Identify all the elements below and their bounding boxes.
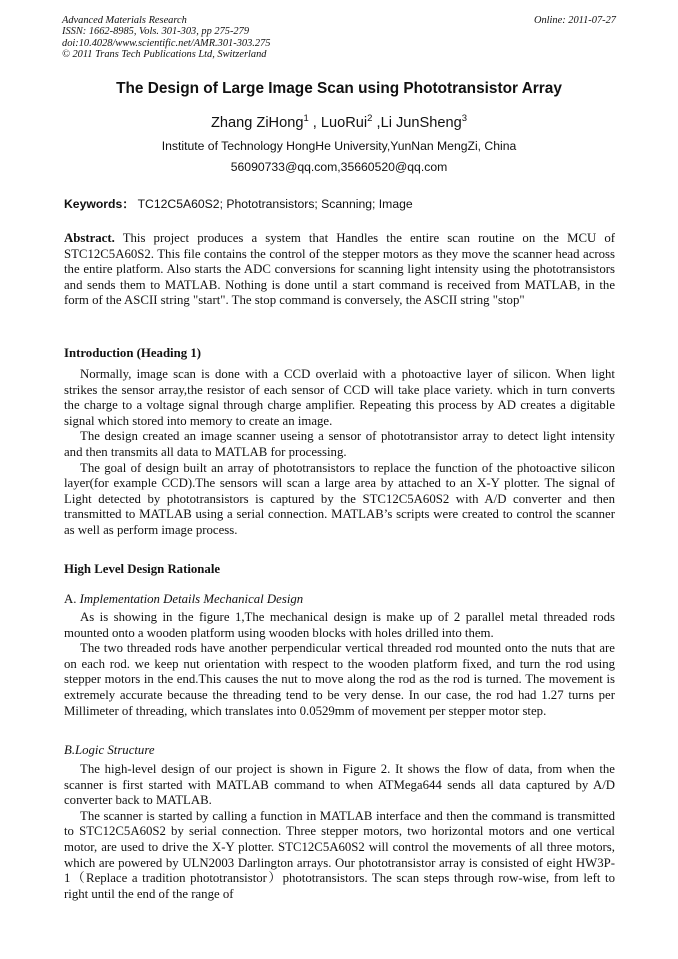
online-date: Online: 2011-07-27 (533, 15, 616, 26)
mechanical-design-body (64, 610, 615, 719)
subsection-title: B.Logic Structure (64, 743, 155, 757)
abstract (64, 231, 615, 309)
subsection-title: Implementation Details Mechanical Design (79, 592, 304, 606)
subsection-heading-b (64, 743, 155, 758)
author-separator: , (372, 114, 381, 131)
author-separator: , (308, 114, 321, 131)
paragraph: Normally, image scan is done with a CCD overlaid with a photoactive layer of silicon. When light strikes the sensor array,the resistor of each sensor of CCD will take place variety. which in turn converts the charge to a voltage signal through charge amplifier. Repeating this process by AD creates a digitable signal which stored into memory to create an image. (64, 367, 615, 428)
author-name: Zhang ZiHong (210, 114, 304, 131)
keywords-text: TC12C5A60S2; Phototransistors; Scanning; Image (134, 197, 413, 211)
introduction-body (64, 367, 615, 539)
doi-line: doi:10.4028/www.scientific.net/AMR.301-303.275 (62, 37, 271, 49)
journal-header (62, 15, 616, 61)
author-name: Li JunSheng (380, 114, 462, 131)
paragraph: As is showing in the figure 1,The mechanical design is make up of 2 parallel metal threaded rods mounted onto a wooden platform using wooden blocks with holes drilled into them. (64, 610, 615, 640)
keywords-label: Keywords： (64, 197, 135, 211)
journal-name: Advanced Materials Research (62, 15, 187, 26)
logic-structure-body (64, 762, 615, 902)
abstract-label: Abstract. (64, 231, 115, 245)
author-mark: 3 (461, 113, 468, 124)
author-mark: 1 (303, 113, 309, 124)
email-addresses: 56090733@qq.com,35660520@qq.com (230, 160, 448, 174)
subsection-prefix: A. (64, 592, 80, 606)
paragraph: The scanner is started by calling a function in MATLAB interface and then the command is transmitted to STC12C5A60S2 by serial connection. Three stepper motors, two horizontal motors and one vertical motor, are used to drive the X-Y plotter. STC12C5A60S2 will control the movements of all three motors, which are powered by ULN2003 Darlington arrays. Our phototransistor array is consisted of eight HW3P-1（Replace a tradition phototransistor）phototransistors. The scan steps through row-wise, from left to right until the end of the range of (64, 808, 615, 901)
affiliation: Institute of Technology HongHe University,YunNan MengZi, China (161, 139, 517, 153)
paragraph: The goal of design built an array of phototransistors to replace the function of the photoactive silicon layer(for example CCD).The sensors will scan a large area by attached to an X-Y plotter. The signal of Light detected by phototransistors is captured by the STC12C5A60S2 with A/D converter and then transmitted to MATLAB using a serial connection. MATLAB’s scripts were created to control the scanner as well as perform image process. (64, 460, 615, 537)
author-name: LuoRui (320, 114, 368, 131)
paragraph: The high-level design of our project is shown in Figure 2. It shows the flow of data, from when the scanner is first started with MATLAB command to when ATMega644 sends all data captured by A/D converter back to MATLAB. (64, 762, 615, 808)
paragraph: The design created an image scanner useing a sensor of phototransistor array to detect light intensity and then transmits all data to MATLAB for processing. (64, 429, 615, 459)
keywords (64, 195, 616, 212)
author-mark: 2 (367, 113, 373, 124)
issn-line: ISSN: 1662-8985, Vols. 301-303, pp 275-279 (62, 26, 250, 38)
paper-title: The Design of Large Image Scan using Phototransistor Array (116, 80, 562, 97)
paragraph: The two threaded rods have another perpendicular vertical threaded rod mounted onto the nuts that are on each rod. we keep nut orientation with respect to the wooden platform fixed, and turn the rod using stepper motors in the end.This causes the nut to move along the rod as the rod is turned. The movement is extremely accurate because the threading tend to be very dense. In our case, the rod had 1.27 turns per Millimeter of threading, which translates into 0.0529mm of movement per stepper motor step. (64, 641, 615, 718)
author-list (0, 113, 678, 131)
abstract-text: This project produces a system that Handles the entire scan routine on the MCU of STC12C5A60S2. This file contains the control of the stepper motors as they move the scanner head across the entire platform. Also starts the ADC conversions for scanning light intensity using the phototransistors and sends them to MATLAB. Nothing is done until a start command is received from MATLAB, in the form of the ASCII string "start". The stop command is conversely, the ASCII string "stop" (64, 231, 615, 308)
section-heading-introduction: Introduction (Heading 1) (64, 346, 201, 360)
copyright-line: © 2011 Trans Tech Publications Ltd, Switzerland (62, 49, 267, 61)
subsection-heading-a (64, 592, 303, 607)
section-heading-high-level-design: High Level Design Rationale (64, 562, 221, 576)
